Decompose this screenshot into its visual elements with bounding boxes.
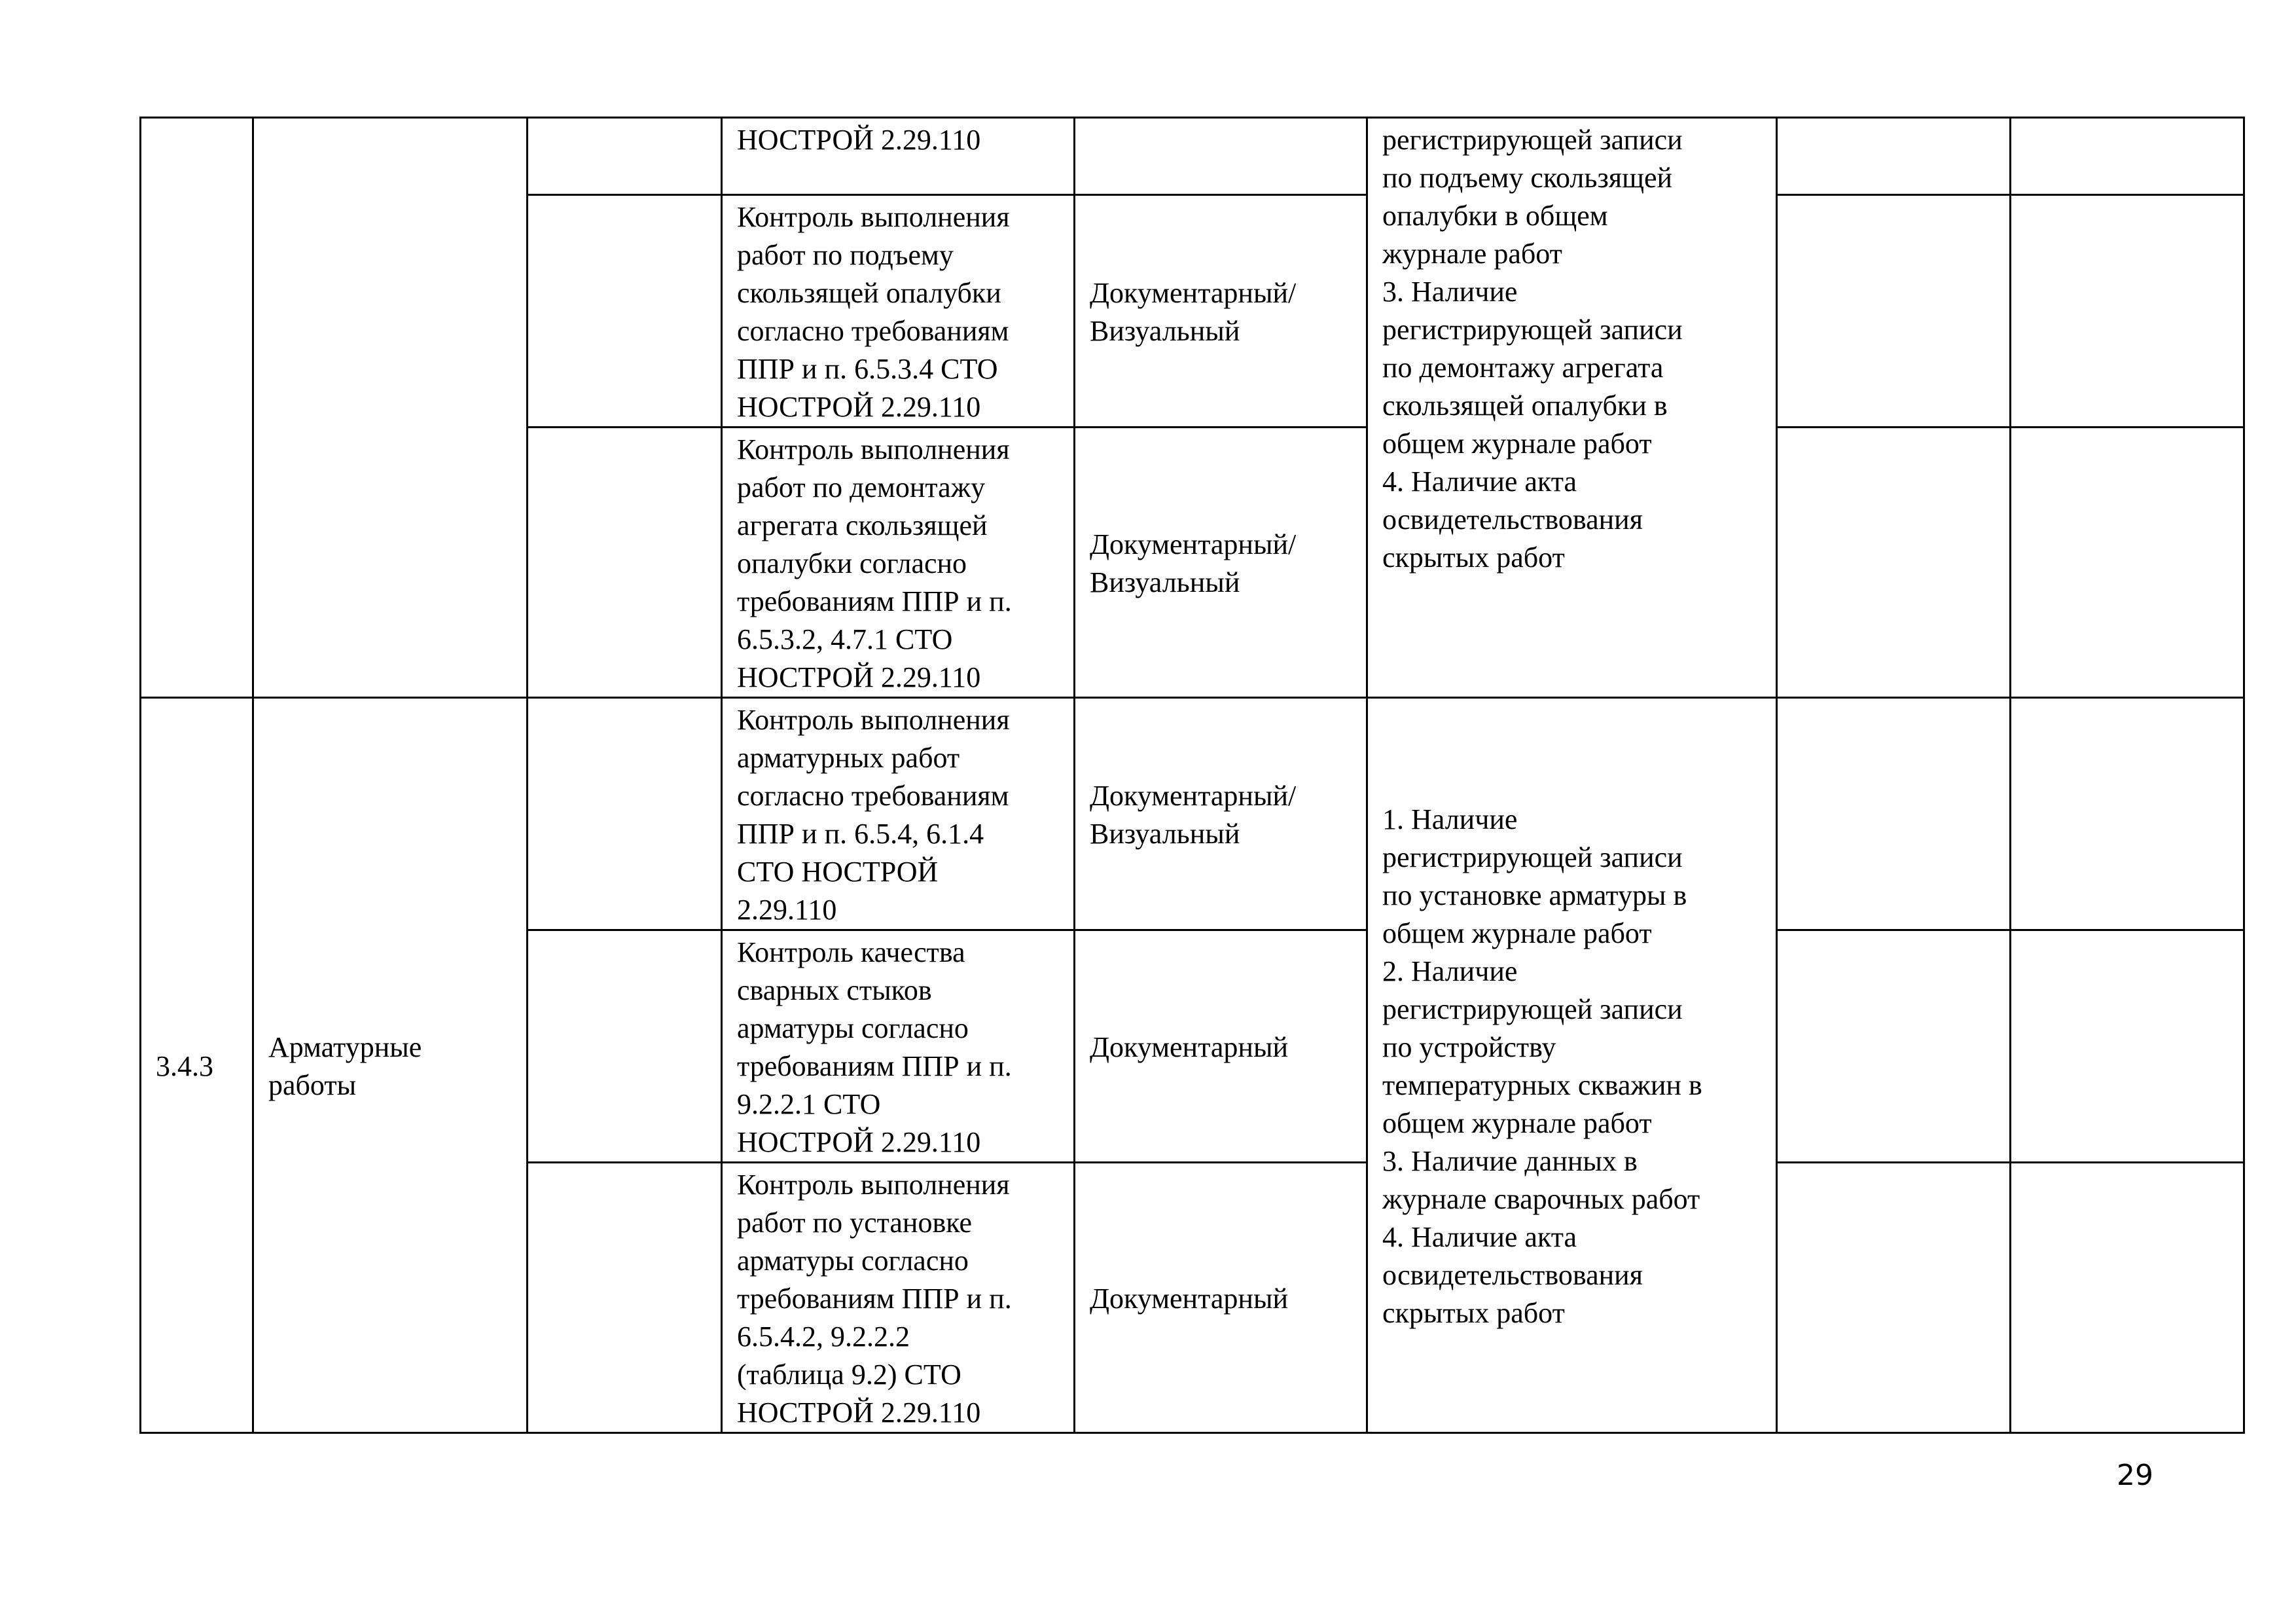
text-line: по демонтажу агрегата [1382, 352, 1664, 384]
control-operation-cell [722, 428, 1075, 698]
control-operation-cell [722, 698, 1075, 930]
text-line: НОСТРОЙ 2.29.110 [737, 391, 981, 423]
text-line: Визуальный [1090, 566, 1240, 598]
text-line: 1. Наличие [1382, 803, 1518, 835]
text-line: агрегата скользящей [737, 509, 988, 541]
blank-cell [528, 698, 722, 930]
text-line: 9.2.2.1 СТО [737, 1088, 881, 1120]
blank-cell [1777, 698, 2011, 930]
text-line: 3. Наличие [1382, 276, 1518, 308]
text-line: сварных стыков [737, 974, 932, 1006]
text-line: (таблица 9.2) СТО [737, 1359, 961, 1391]
table-row [141, 698, 2244, 930]
blank-cell [528, 428, 722, 698]
text-line: регистрирующей записи [1382, 993, 1683, 1025]
text-line: арматуры согласно [737, 1245, 969, 1277]
page-number: 29 [2117, 1459, 2153, 1492]
blank-cell [2011, 1163, 2244, 1433]
text-line: Документарный/ [1090, 528, 1297, 560]
text-line: по подъему скользящей [1382, 162, 1673, 194]
blank-cell [1777, 1163, 2011, 1433]
table-row [141, 118, 2244, 195]
blank-cell [1777, 428, 2011, 698]
blank-cell [528, 930, 722, 1163]
text-line: регистрирующей записи [1382, 124, 1683, 156]
control-method-cell [1075, 930, 1367, 1163]
control-operation-cell [722, 195, 1075, 428]
text-line: Документарный [1090, 1031, 1289, 1063]
control-operation-cell [722, 118, 1075, 195]
text-line: согласно требованиям [737, 315, 1009, 347]
text-line: НОСТРОЙ 2.29.110 [737, 1126, 981, 1158]
blank-cell [2011, 930, 2244, 1163]
text-line: ППР и п. 6.5.3.4 СТО [737, 353, 998, 385]
control-method-cell [1075, 195, 1367, 428]
text-line: работ по установке [737, 1207, 973, 1239]
blank-cell [2011, 195, 2244, 428]
text-line: Документарный/ [1090, 780, 1297, 812]
text-line: арматуры согласно [737, 1012, 969, 1044]
text-line: 6.5.3.2, 4.7.1 СТО [737, 623, 953, 655]
text-line: скользящей опалубки в [1382, 390, 1668, 422]
documentation-cell [1367, 118, 1777, 698]
work-name-cell [253, 118, 528, 698]
text-line: ППР и п. 6.5.4, 6.1.4 [737, 818, 984, 850]
text-line: НОСТРОЙ 2.29.110 [737, 1396, 981, 1429]
text-line: по устройству [1382, 1031, 1556, 1063]
text-line: регистрирующей записи [1382, 841, 1683, 873]
text-line: СТО НОСТРОЙ [737, 856, 939, 888]
text-line: работ по демонтажу [737, 471, 986, 503]
documentation-cell [1367, 698, 1777, 1433]
text-line: скользящей опалубки [737, 277, 1001, 309]
blank-cell [2011, 118, 2244, 195]
text-line: 2.29.110 [737, 894, 837, 926]
text-line: освидетельствования [1382, 1259, 1643, 1291]
blank-cell [528, 118, 722, 195]
text-line: журнале работ [1382, 238, 1562, 270]
text-line: скрытых работ [1382, 541, 1565, 574]
text-line: Контроль выполнения [737, 704, 1010, 736]
text-line: Контроль выполнения [737, 201, 1010, 233]
text-line: требованиям ППР и п. [737, 1283, 1012, 1315]
item-number-cell [141, 698, 253, 1433]
text-line: требованиям ППР и п. [737, 585, 1012, 617]
text-line: Арматурные [268, 1031, 422, 1063]
blank-cell [2011, 698, 2244, 930]
text-line: Визуальный [1090, 315, 1240, 347]
blank-cell [1777, 118, 2011, 195]
text-line: общем журнале работ [1382, 428, 1652, 460]
blank-cell [1777, 195, 2011, 428]
control-operation-cell [722, 930, 1075, 1163]
control-method-cell [1075, 698, 1367, 930]
work-name-cell [253, 698, 528, 1433]
text-line: 4. Наличие акта [1382, 465, 1577, 498]
text-line: 2. Наличие [1382, 955, 1518, 987]
text-line: общем журнале работ [1382, 1107, 1652, 1139]
blank-cell [528, 1163, 722, 1433]
blank-cell [528, 195, 722, 428]
text-line: работы [268, 1069, 357, 1101]
text-line: НОСТРОЙ 2.29.110 [737, 661, 981, 693]
text-line: скрытых работ [1382, 1297, 1565, 1329]
text-line: Контроль выполнения [737, 433, 1010, 465]
control-operation-cell [722, 1163, 1075, 1433]
text-line: регистрирующей записи [1382, 314, 1683, 346]
item-number-cell [141, 118, 253, 698]
control-method-cell [1075, 1163, 1367, 1433]
text-line: журнале сварочных работ [1382, 1183, 1700, 1215]
text-line: Контроль выполнения [737, 1169, 1010, 1201]
text-line: НОСТРОЙ 2.29.110 [737, 124, 981, 156]
control-table [139, 117, 2245, 1434]
text-line: работ по подъему [737, 239, 954, 271]
blank-cell [2011, 428, 2244, 698]
text-line: Документарный/ [1090, 277, 1297, 309]
text-line: Документарный [1090, 1283, 1289, 1315]
text-line: опалубки в общем [1382, 200, 1608, 232]
blank-cell [1777, 930, 2011, 1163]
text-line: требованиям ППР и п. [737, 1050, 1012, 1082]
text-line: по установке арматуры в [1382, 879, 1687, 911]
text-line: 3. Наличие данных в [1382, 1145, 1638, 1177]
text-line: температурных скважин в [1382, 1069, 1702, 1101]
text-line: опалубки согласно [737, 547, 967, 579]
text-line: Контроль качества [737, 936, 965, 968]
text-line: 6.5.4.2, 9.2.2.2 [737, 1321, 910, 1353]
text-line: согласно требованиям [737, 780, 1009, 812]
control-method-cell [1075, 118, 1367, 195]
text-line: Визуальный [1090, 818, 1240, 850]
text-line: общем журнале работ [1382, 917, 1652, 949]
text-line: 4. Наличие акта [1382, 1221, 1577, 1253]
text-line: арматурных работ [737, 742, 960, 774]
control-method-cell [1075, 428, 1367, 698]
item-number: 3.4.3 [156, 1050, 213, 1082]
text-line: освидетельствования [1382, 503, 1643, 536]
